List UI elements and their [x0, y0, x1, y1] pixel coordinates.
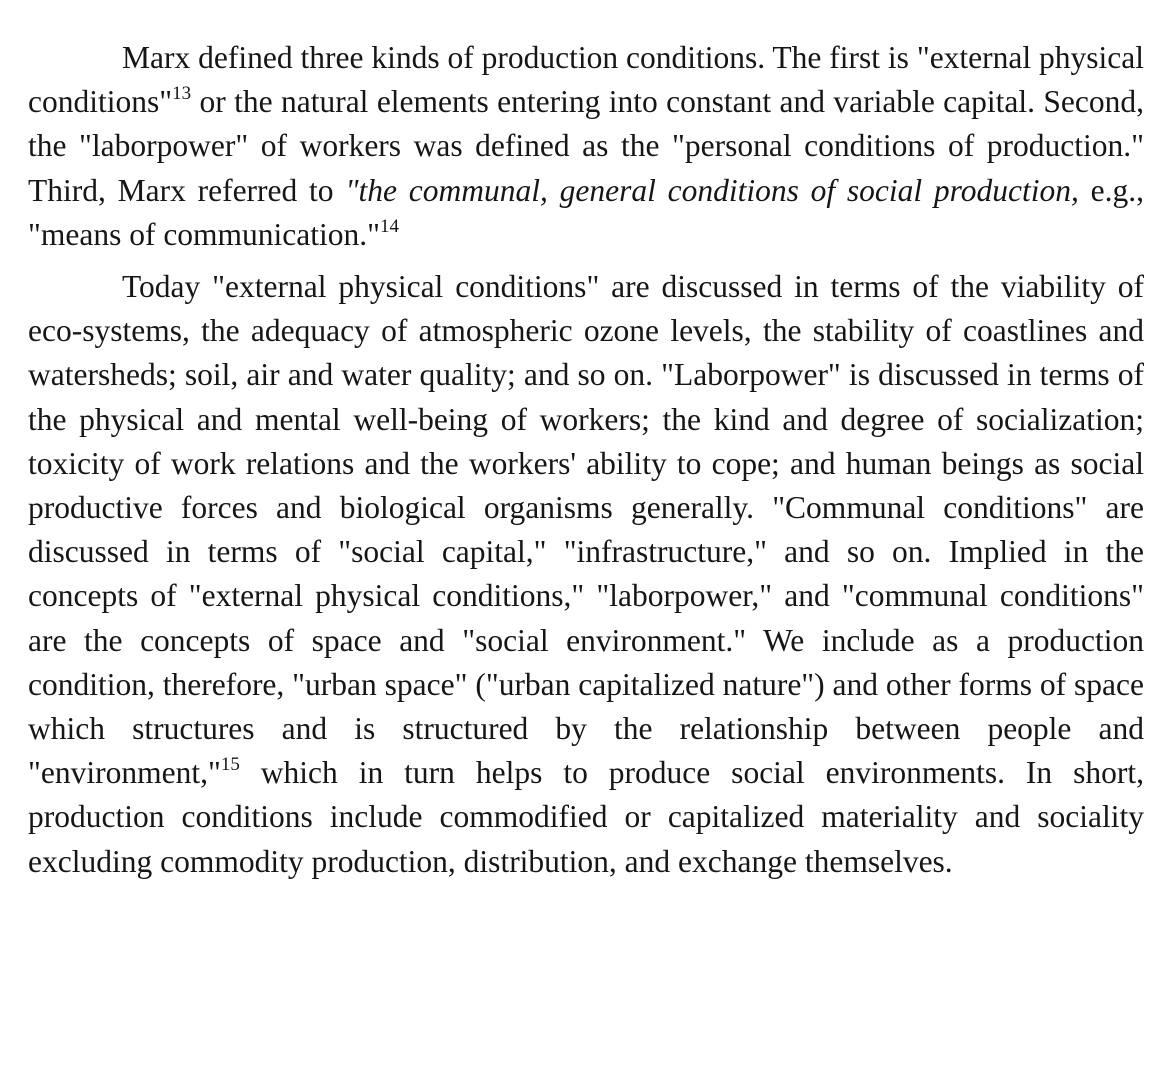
p2-text-1: Today "external physical conditions" are discussed in terms of the viability of eco-systems, the adequacy of atmospheric ozone levels, the stability of coastlines and watersheds; soil, air and water quality; and so on. "Laborpower" is discussed in terms of the physical and mental well-being of workers; the kind and degree of socialization; toxicity of work relations and the workers' ability to cope; and human beings as social productive forces and biological organisms generally. "Communal conditions" are discussed in terms of "social capital," "infrastructure," and so on. Implied in the concepts of "external physical conditions," "laborpower," and "communal conditions" are the concepts of space and "social environment." We include as a production condition, therefore, "urban space" ("urban capitalized nature") and other forms of space which structures and is structured by the relationship between people and "environment," [28, 269, 1144, 791]
footnote-13: 13 [172, 83, 192, 105]
paragraph-2 [28, 265, 1144, 884]
footnote-14: 14 [380, 215, 400, 237]
paragraph-1 [28, 36, 1144, 257]
p1-text-1: Marx defined three kinds of production conditions. The first is "external physical conditions" [28, 40, 1144, 120]
document-page [28, 36, 1144, 884]
p1-text-2: or the natural elements entering into constant and variable capital. Second, the "laborpower" of workers was defined as the "personal conditions of production." Third, Marx referred to [28, 84, 1144, 208]
p2-text-2: which in turn helps to produce social environments. In short, production conditions include commodified or capitalized materiality and sociality excluding commodity production, distribution, and exchange themselves. [28, 755, 1144, 879]
footnote-15: 15 [220, 754, 240, 776]
p1-italic-quote: "the communal, general conditions of social production, [345, 172, 1079, 208]
p1-text-3: e.g., "means of communication." [28, 172, 1144, 252]
